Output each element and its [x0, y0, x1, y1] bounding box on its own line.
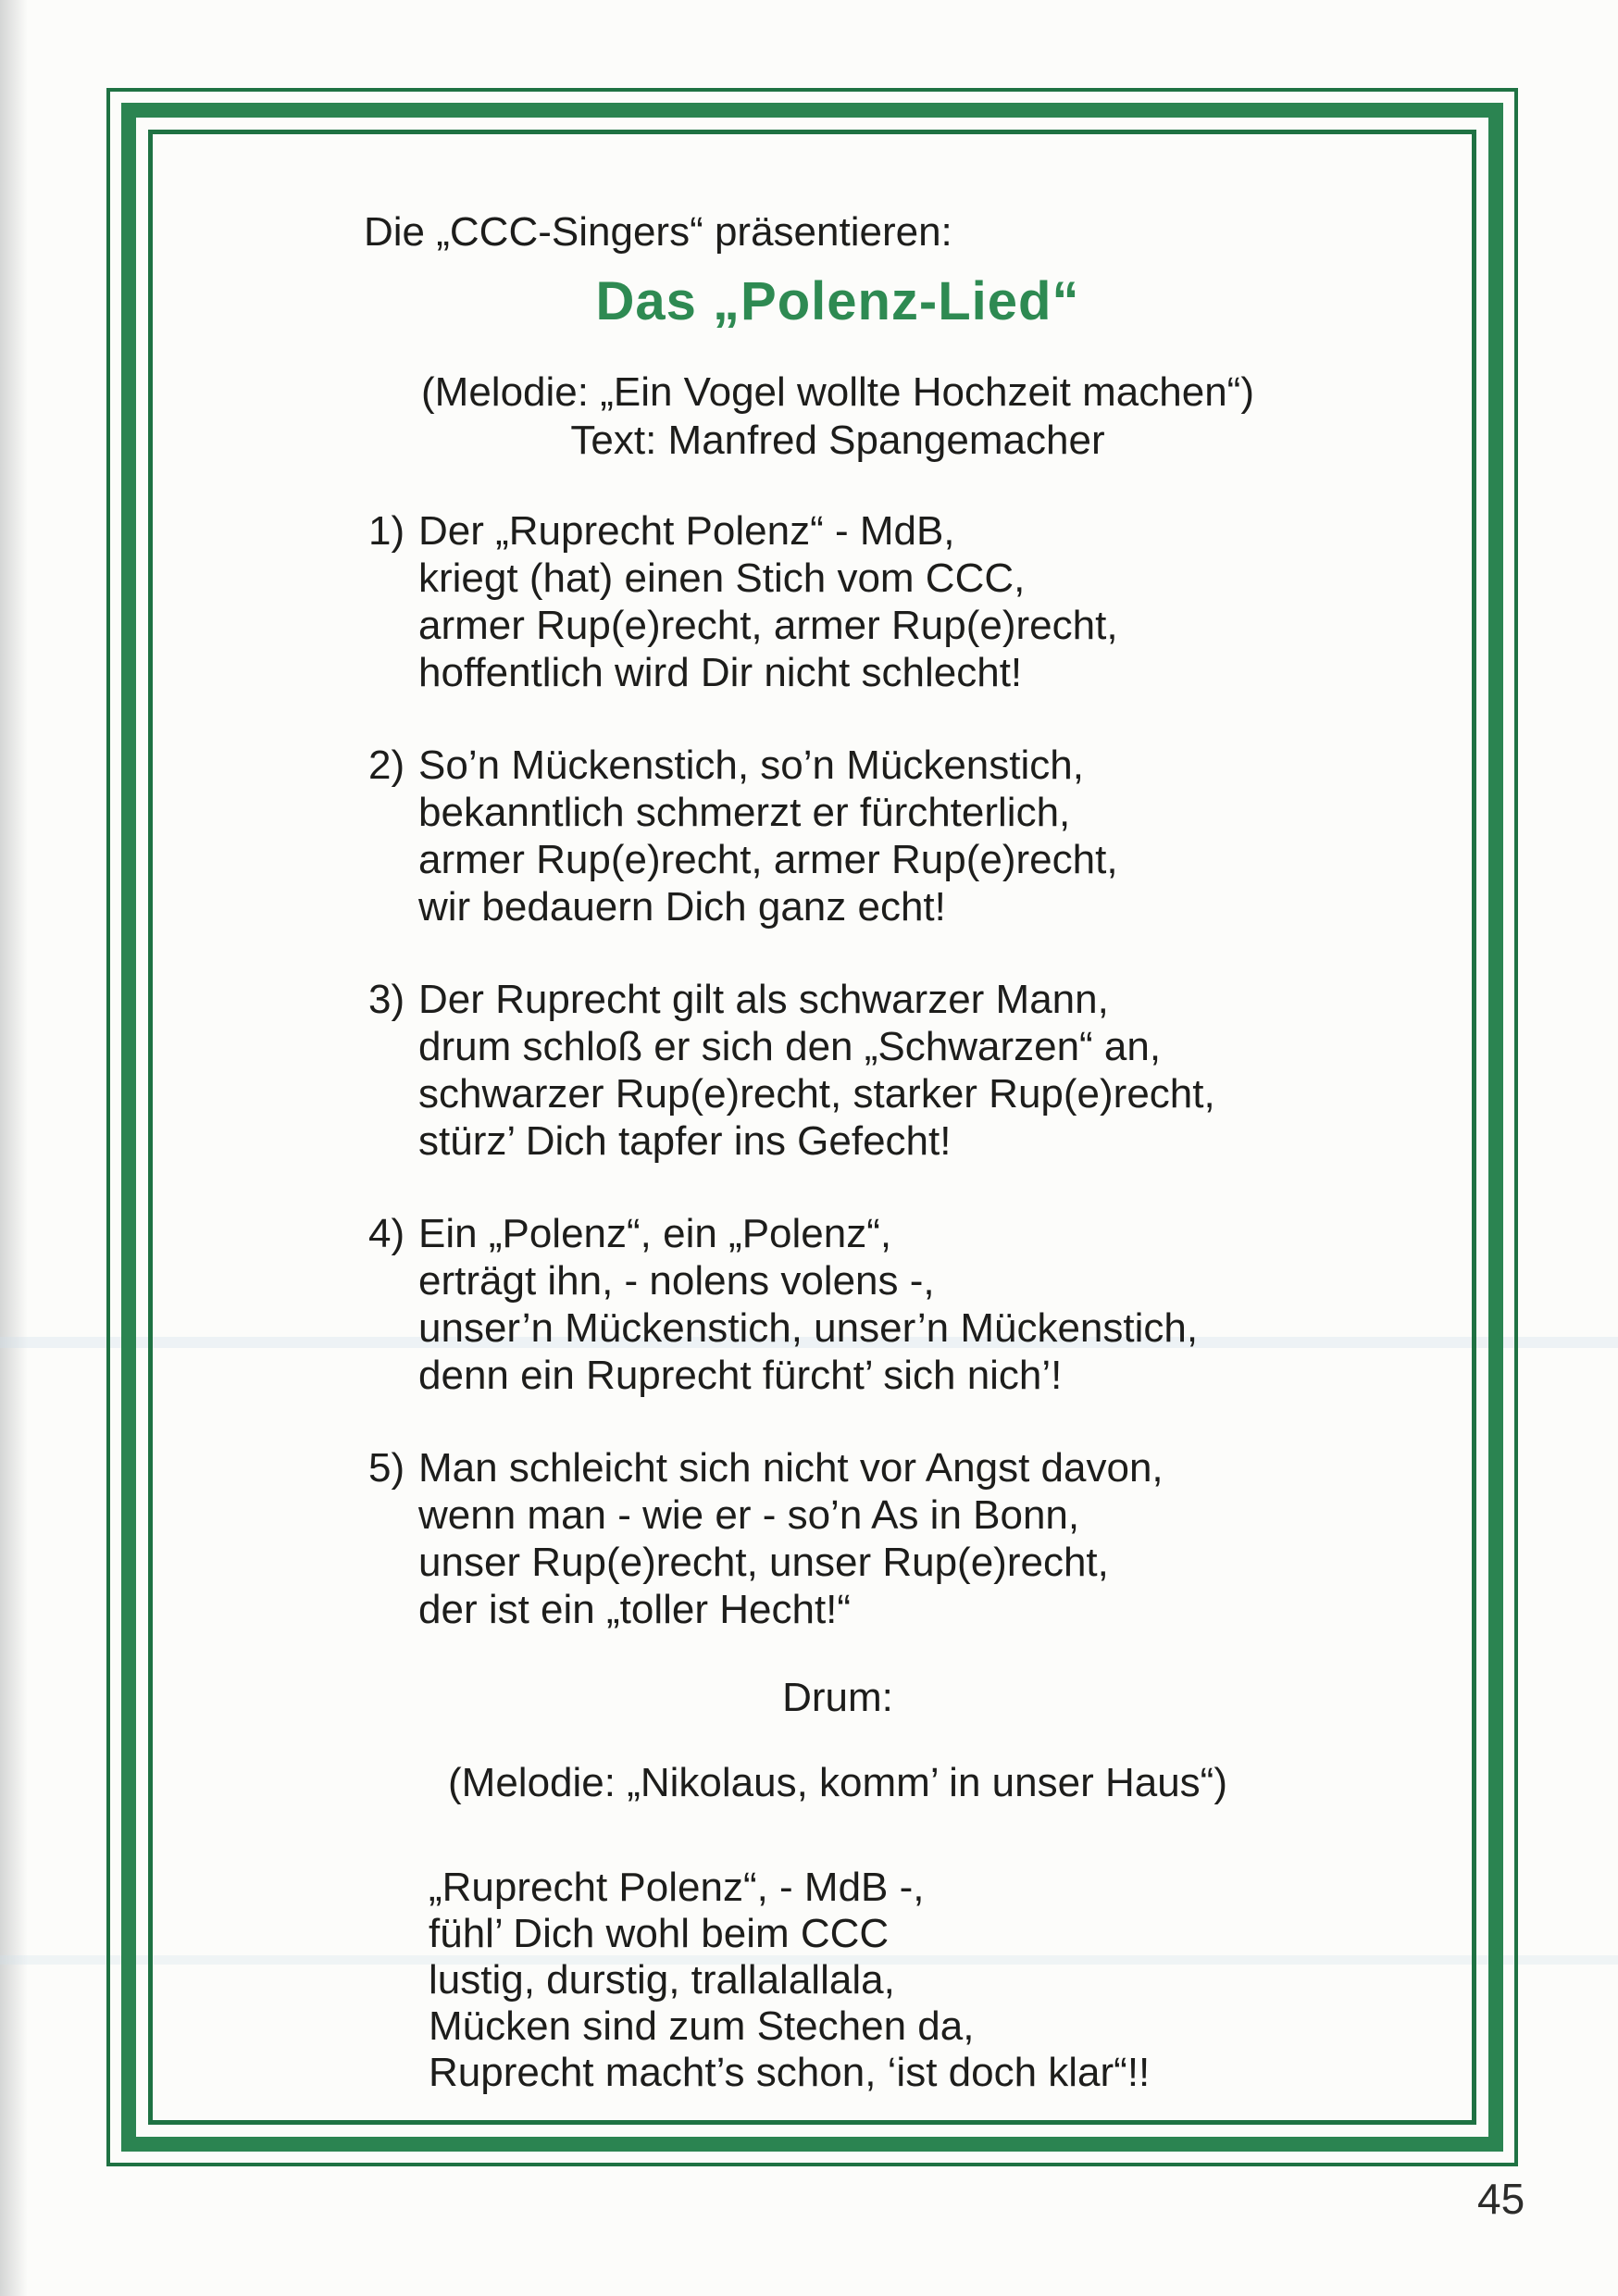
verse-lines: [418, 742, 1118, 930]
verse-3: [368, 976, 1215, 1165]
verse-number: 5): [368, 1445, 405, 1491]
scan-edge-shadow: [0, 0, 28, 2296]
verse-line: armer Rup(e)recht, armer Rup(e)recht,: [418, 603, 1118, 648]
verse-line: erträgt ihn, - nolens volens -,: [418, 1258, 935, 1304]
verse-number: 1): [368, 508, 405, 554]
refrain-melody-line: (Melodie: „Nikolaus, komm’ in unser Haus“): [448, 1760, 1227, 1805]
verse-lines: [418, 507, 1118, 696]
refrain-line: „Ruprecht Polenz“, - MdB -,: [429, 1865, 925, 1910]
verse-lines: [418, 976, 1215, 1165]
verse-4: [368, 1210, 1198, 1399]
verse-5: [368, 1444, 1164, 1633]
credit-line: Text: Manfred Spangemacher: [570, 418, 1105, 463]
song-title: Das „Polenz-Lied“: [595, 271, 1080, 331]
refrain-line: Mücken sind zum Stechen da,: [429, 2003, 975, 2049]
refrain-line: fühl’ Dich wohl beim CCC: [429, 1911, 890, 1956]
verse-line: stürz’ Dich tapfer ins Gefecht!: [418, 1118, 952, 1164]
verse-2: [368, 742, 1118, 930]
verse-number: 3): [368, 977, 405, 1022]
verse-lines: [418, 1210, 1198, 1399]
verse-line: wenn man - wie er - so’n As in Bonn,: [418, 1492, 1080, 1538]
verse-line: armer Rup(e)recht, armer Rup(e)recht,: [418, 837, 1118, 882]
verse-line: Ein „Polenz“, ein „Polenz“,: [418, 1211, 892, 1256]
verse-number: 2): [368, 742, 405, 788]
verse-line: kriegt (hat) einen Stich vom CCC,: [418, 555, 1026, 601]
verse-line: bekanntlich schmerzt er fürchterlich,: [418, 790, 1071, 835]
verse-line: der ist ein „toller Hecht!“: [418, 1587, 852, 1632]
verse-line: hoffentlich wird Dir nicht schlecht!: [418, 650, 1023, 695]
verse-line: schwarzer Rup(e)recht, starker Rup(e)recht,: [418, 1071, 1215, 1117]
refrain-line: Ruprecht macht’s schon, ‘ist doch klar“!!: [429, 2050, 1151, 2095]
verse-1: [368, 507, 1118, 696]
refrain-verse: [429, 1865, 1150, 2096]
verse-line: denn ein Ruprecht fürcht’ sich nich’!: [418, 1353, 1063, 1398]
page-number: 45: [1477, 2175, 1525, 2223]
refrain-line: lustig, durstig, trallalallala,: [429, 1957, 895, 2003]
verse-line: wir bedauern Dich ganz echt!: [418, 884, 946, 930]
verse-line: So’n Mückenstich, so’n Mückenstich,: [418, 742, 1084, 788]
verse-line: Man schleicht sich nicht vor Angst davon,: [418, 1445, 1164, 1491]
verse-line: Der Ruprecht gilt als schwarzer Mann,: [418, 977, 1109, 1022]
refrain-label: Drum:: [782, 1675, 893, 1720]
presenter-line: Die „CCC-Singers“ präsentieren:: [364, 209, 952, 255]
verse-line: unser’n Mückenstich, unser’n Mückenstich,: [418, 1305, 1199, 1351]
melody-line: (Melodie: „Ein Vogel wollte Hochzeit machen“): [421, 369, 1254, 415]
verse-line: drum schloß er sich den „Schwarzen“ an,: [418, 1024, 1162, 1069]
verse-number: 4): [368, 1211, 405, 1256]
verse-lines: [418, 1444, 1164, 1633]
verse-line: Der „Ruprecht Polenz“ - MdB,: [418, 508, 955, 554]
verse-line: unser Rup(e)recht, unser Rup(e)recht,: [418, 1540, 1109, 1585]
